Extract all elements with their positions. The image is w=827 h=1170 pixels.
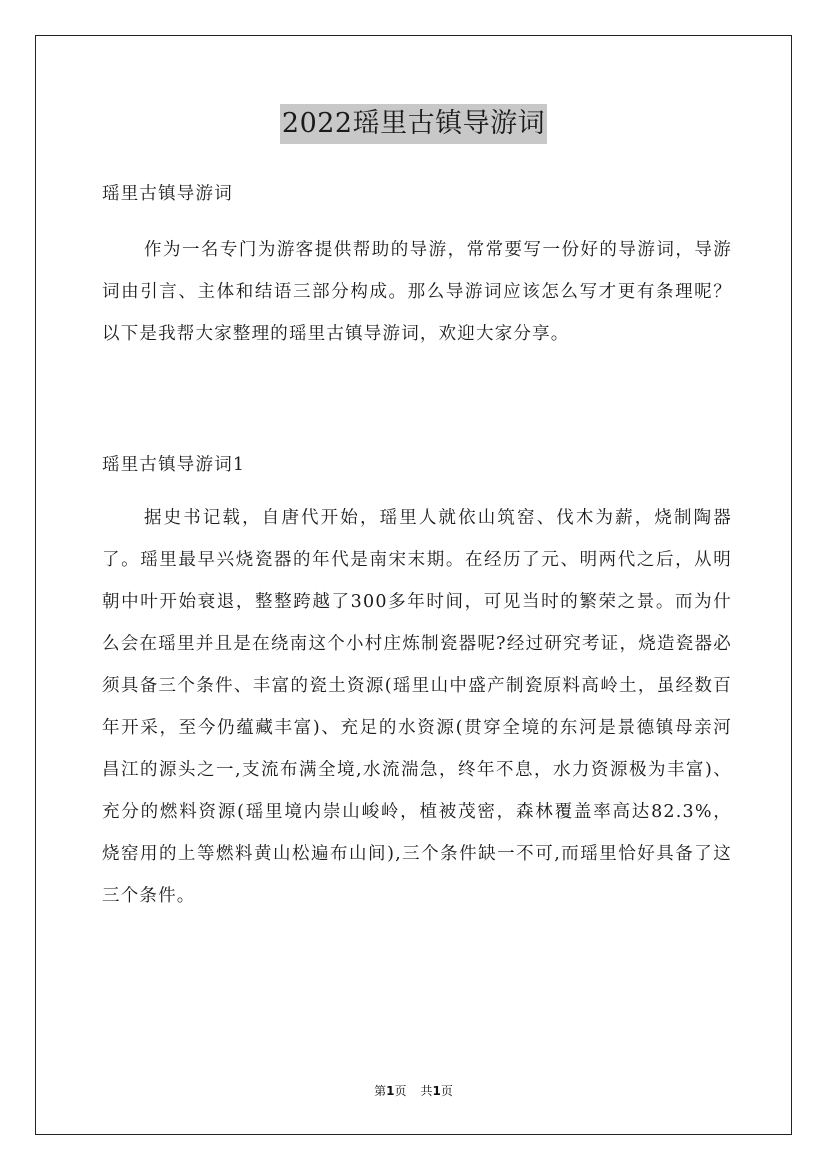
- subheading-intro: 瑶里古镇导游词: [102, 184, 233, 204]
- page-prefix: 第: [374, 1084, 387, 1098]
- page-number: 1: [386, 1084, 395, 1098]
- intro-section: [102, 229, 732, 355]
- total-suffix: 页: [440, 1084, 453, 1098]
- total-pages: 1: [432, 1084, 441, 1098]
- total-prefix: 共: [420, 1084, 433, 1098]
- subheading-section-1: 瑶里古镇导游词1: [102, 455, 246, 475]
- body-paragraph: 据史书记载，自唐代开始，瑶里人就依山筑窑、伐木为薪，烧制陶器了。瑶里最早兴烧瓷器的年代是南宋末期。在经历了元、明两代之后，从明朝中叶开始衰退，整整跨越了300多年时间，可见当时的繁荣之景。而为什么会在瑶里并且是在绕南这个小村庄炼制瓷器呢?经过研究考证，烧造瓷器必须具备三个条件、丰富的瓷土资源(瑶里山中盛产制瓷原料高岭土，虽经数百年开采，至今仍蕴藏丰富)、充足的水资源(贯穿全境的东河是景德镇母亲河昌江的源头之一,支流布满全境,水流湍急，终年不息，水力资源极为丰富)、充分的燃料资源(瑶里境内崇山峻岭，植被茂密，森林覆盖率高达82.3%，烧窑用的上等燃料黄山松遍布山间),三个条件缺一不可,而瑶里恰好具备了这三个条件。: [102, 508, 732, 906]
- body-section: [102, 497, 732, 917]
- document-title: 2022瑶里古镇导游词: [280, 104, 547, 144]
- intro-paragraph: 作为一名专门为游客提供帮助的导游，常常要写一份好的导游词，导游词由引言、主体和结语三部分构成。那么导游词应该怎么写才更有条理呢？以下是我帮大家整理的瑶里古镇导游词，欢迎大家分享。: [102, 240, 732, 344]
- page-suffix: 页: [394, 1084, 407, 1098]
- title-container: [0, 104, 827, 144]
- page-footer: [0, 1082, 827, 1099]
